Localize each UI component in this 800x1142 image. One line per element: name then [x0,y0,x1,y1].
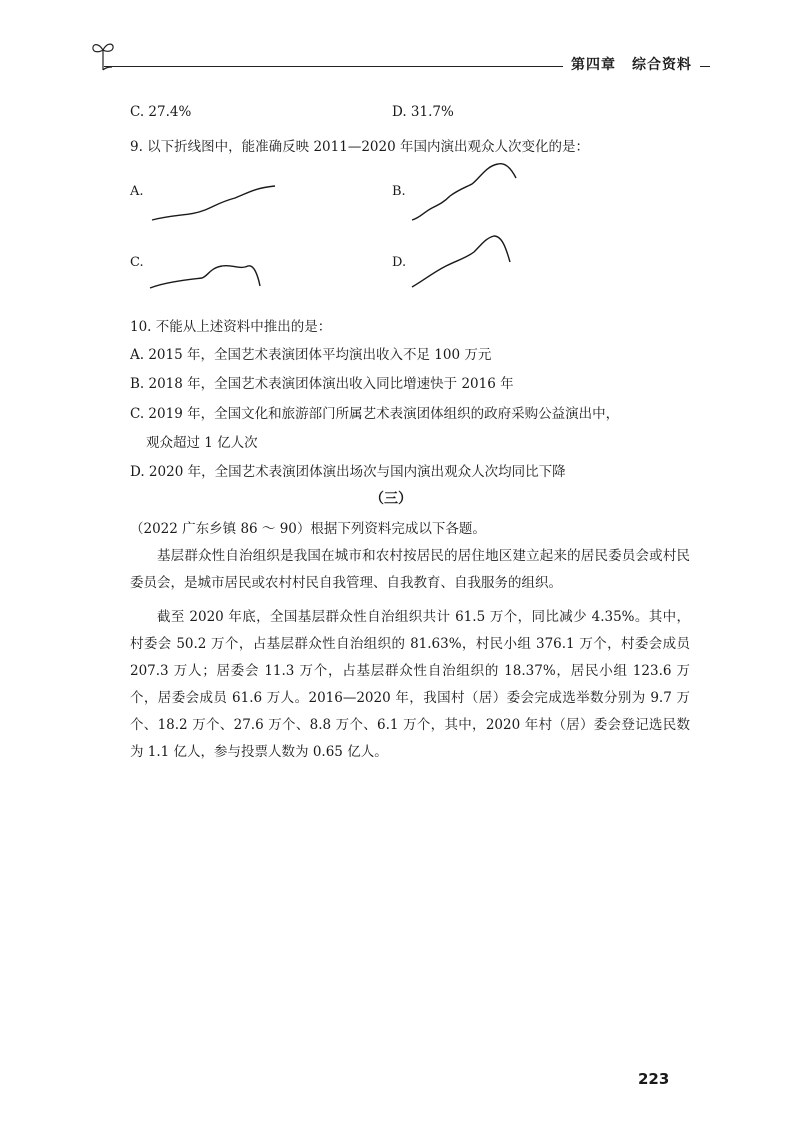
chapter-title [563,54,700,74]
q10-option-d: D. 2020 年，全国艺术表演团体演出场次与国内演出观众人次均同比下降 [130,464,566,480]
curve-d-line [412,236,510,287]
q9-curve-c [148,258,268,293]
q10-option-a: A. 2015 年，全国艺术表演团体平均演出收入不足 100 万元 [130,347,492,363]
chapter-number: 第四章 [571,57,616,73]
paragraph-intro: 基层群众性自治组织是我国在城市和农村按居民的居住地区建立起来的居民委员会或村民委员会，是城市居民或农村村民自我管理、自我教育、自我服务的组织。 [130,548,690,591]
page-number: 223 [638,1070,670,1088]
curve-c-line [150,266,260,288]
section-source: （2022 广东乡镇 86 ～ 90）根据下列资料完成以下各题。 [130,521,486,537]
q10-option-c-line2: 观众超过 1 亿人次 [146,435,258,451]
q8-option-c: C. 27.4% [130,104,192,120]
q9-curve-b [410,160,525,225]
q10-stem: 10. 不能从上述资料中推出的是： [130,319,332,335]
paragraph-statistics: 截至 2020 年底，全国基层群众性自治组织共计 61.5 万个，同比减少 4.35%。其中，村委会 50.2 万个，占基层群众性自治组织的 81.63%，村民小组 376.1 万个，村委会成员 207.3 万人；居委会 11.3 万个，占基层群众性自治组织的 18.37%，居民小组 123.6 万个，居委会成员 61.6 万人。2016—2020 年，我国村（居）委会完成选举数分别为 9.7 万个、18.2 万个、27.6 万个、8.8 万个、6.1 万个，其中，2020 年村（居）委会登记选民数为 1.1 亿人，参与投票人数为 0.65 亿人。 [130,609,690,760]
curve-b-line [412,164,516,220]
q9-curve-a [150,180,280,225]
q9-label-c: C. [130,255,144,270]
q9-label-b: B. [392,184,406,199]
q9-label-a: A. [130,184,144,199]
q9-stem: 9. 以下折线图中，能准确反映 2011—2020 年国内演出观众人次变化的是： [130,139,589,155]
q10-option-b: B. 2018 年，全国艺术表演团体演出收入同比增速快于 2016 年 [130,376,514,392]
q10-option-c-line1: C. 2019 年，全国文化和旅游部门所属艺术表演团体组织的政府采购公益演出中， [130,406,620,422]
q9-label-d: D. [392,255,407,270]
section-name: 综合资料 [632,57,692,73]
page-header [90,38,710,78]
q9-curve-d [410,232,520,292]
curve-a-line [152,186,275,220]
section-title: （三） [370,491,412,507]
q8-option-d: D. 31.7% [392,104,454,120]
